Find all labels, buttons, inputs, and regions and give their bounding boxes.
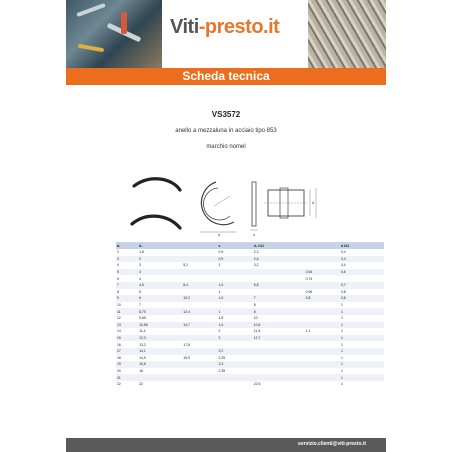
table-cell: 21 xyxy=(116,374,138,381)
table-cell: 0,6 xyxy=(340,269,384,276)
table-cell xyxy=(182,374,217,381)
table-cell xyxy=(253,348,305,355)
table-row xyxy=(116,328,384,335)
table-row xyxy=(116,374,384,381)
table-cell xyxy=(253,269,305,276)
product-photo xyxy=(122,176,192,238)
table-cell: 22,6 xyxy=(253,382,261,387)
section-title-bar: Scheda tecnica xyxy=(66,68,386,85)
product-description: anello a mezzaluna in acciaio tipo 853 xyxy=(175,128,277,134)
table-row xyxy=(116,361,384,368)
table-cell: 19,9 xyxy=(183,355,190,360)
table-cell: 6 xyxy=(138,295,182,302)
table-cell: 4 xyxy=(138,269,182,276)
table-row xyxy=(116,381,384,388)
table-cell: 2,35 xyxy=(218,368,226,373)
table-row xyxy=(116,295,384,302)
table-cell: 0,4 xyxy=(340,250,346,255)
screws-photo xyxy=(308,0,386,68)
table-cell xyxy=(182,256,217,263)
table-cell: 1,8 xyxy=(139,250,144,255)
table-cell xyxy=(305,381,340,388)
table-cell xyxy=(253,361,305,368)
table-cell: 1 xyxy=(340,316,343,321)
table-cell: 2,6 xyxy=(253,256,305,263)
table-cell: 7 xyxy=(116,282,138,289)
table-cell xyxy=(182,361,217,368)
table-cell: 1 xyxy=(340,374,384,381)
table-cell xyxy=(305,368,340,375)
table-cell: 1 xyxy=(340,308,384,315)
table-cell: 11 xyxy=(116,308,138,315)
table-cell: 1 xyxy=(340,342,343,347)
column-header: d₁ xyxy=(116,242,138,249)
site-logo xyxy=(170,16,279,39)
table-cell: 0,7 xyxy=(340,282,384,289)
logo-word-viti: Viti xyxy=(170,16,199,38)
table-cell: 5,8 xyxy=(253,282,305,289)
table-cell xyxy=(182,289,217,296)
table-cell: 0,9 xyxy=(218,250,224,255)
product-code: VS3572 xyxy=(211,110,241,119)
table-cell: 5 xyxy=(116,269,138,276)
table-cell xyxy=(305,322,340,329)
table-cell: 6 xyxy=(117,276,119,281)
svg-text:s: s xyxy=(253,232,255,237)
table-row xyxy=(116,282,384,289)
table-row xyxy=(116,322,384,329)
table-cell: 8,4 xyxy=(182,282,217,289)
table-cell: 2,2 xyxy=(218,348,253,355)
table-row xyxy=(116,275,384,282)
table-cell: 14,7 xyxy=(182,322,217,329)
table-row xyxy=(116,269,384,276)
table-cell xyxy=(305,341,340,348)
table-cell xyxy=(253,341,305,348)
table-cell xyxy=(182,381,217,388)
dimensions-table xyxy=(116,242,384,387)
table-cell: 15,6 xyxy=(138,361,182,368)
table-cell: 12,4 xyxy=(182,308,217,315)
table-cell xyxy=(182,328,217,335)
table-row xyxy=(116,368,384,375)
table-row xyxy=(116,256,384,263)
svg-text:d: d xyxy=(218,232,221,237)
table-cell: 20 xyxy=(117,368,121,373)
column-header xyxy=(305,242,340,249)
column-header: d₂ xyxy=(138,242,182,249)
table-cell: 13 xyxy=(116,322,138,329)
table-cell: 10 xyxy=(253,316,258,321)
table-cell: 9 xyxy=(116,295,138,302)
table-cell xyxy=(305,249,340,256)
table-cell: 12,3 xyxy=(138,335,182,342)
table-cell xyxy=(218,374,253,381)
column-header: s xyxy=(218,242,253,249)
header xyxy=(66,0,386,68)
table-cell: 1,8 xyxy=(218,316,224,321)
table-cell: 1 xyxy=(340,303,343,308)
table-cell xyxy=(305,308,340,315)
column-header: ä h11 xyxy=(340,242,384,249)
table-cell: 1 xyxy=(340,382,343,387)
table-cell: 0,96 xyxy=(305,289,313,294)
table-cell xyxy=(253,368,305,375)
table-cell: 12 xyxy=(117,316,121,321)
table-cell xyxy=(218,341,253,348)
table-cell: 1 xyxy=(340,368,343,373)
table-cell xyxy=(182,302,217,309)
table-cell xyxy=(340,275,384,282)
table-cell xyxy=(182,275,217,282)
table-cell: 11,4 xyxy=(139,329,146,334)
table-cell xyxy=(305,335,340,342)
table-cell: 1,6 xyxy=(218,322,253,329)
table-cell: 9,65 xyxy=(139,316,146,321)
table-cell: 2 xyxy=(117,250,119,255)
table-cell: 0,74 xyxy=(305,276,313,281)
table-cell: 3,2 xyxy=(253,263,259,268)
table-cell: 5,2 xyxy=(183,263,188,268)
table-row xyxy=(116,315,384,322)
table-cell: 1 xyxy=(340,355,343,360)
table-cell xyxy=(305,302,340,309)
table-cell: 17 xyxy=(116,348,138,355)
table-cell: 0,8 xyxy=(340,289,346,294)
table-cell xyxy=(182,348,217,355)
table-cell: 2,25 xyxy=(218,355,226,360)
table-cell xyxy=(305,282,340,289)
table-row xyxy=(116,249,384,256)
table-cell: 7 xyxy=(139,303,142,308)
table-cell xyxy=(182,368,217,375)
table-cell: 3 xyxy=(139,263,142,268)
table-cell: 0,8 xyxy=(340,295,384,302)
table-cell: 2,3 xyxy=(253,250,259,255)
contact-email: servizio.clienti@viti-presto.it xyxy=(298,441,366,447)
tools-photo xyxy=(66,0,162,68)
table-cell: 3 xyxy=(116,256,138,263)
table-cell: 8 xyxy=(253,303,256,308)
table-cell: 12,7 xyxy=(253,335,305,342)
table-cell: 0,4 xyxy=(340,263,346,268)
column-header: d₂ h11 xyxy=(253,242,305,249)
table-cell: 14 xyxy=(117,329,121,334)
table-cell xyxy=(182,315,217,322)
table-cell: 14,9 xyxy=(139,355,146,360)
table-cell: 10,2 xyxy=(182,295,217,302)
table-cell: 11,5 xyxy=(253,329,261,334)
table-cell: 1 xyxy=(218,263,221,268)
table-cell: 10,5 xyxy=(253,322,305,329)
table-cell: 18 xyxy=(117,355,121,360)
table-cell xyxy=(253,289,305,296)
table-cell: 14,1 xyxy=(138,348,182,355)
table-cell xyxy=(305,315,340,322)
table-cell: 13,2 xyxy=(139,342,146,347)
table-cell: 19 xyxy=(116,361,138,368)
product-brand: marchio nomel xyxy=(206,144,246,150)
table-cell: 16 xyxy=(139,368,143,373)
table-cell xyxy=(138,374,182,381)
table-cell xyxy=(253,275,305,282)
table-cell: 1,1 xyxy=(305,329,311,334)
table-cell xyxy=(305,355,340,362)
table-row xyxy=(116,289,384,296)
table-body xyxy=(116,249,384,387)
table-cell: 2 xyxy=(138,256,182,263)
column-header xyxy=(182,242,217,249)
table-cell xyxy=(218,302,253,309)
footer-bar xyxy=(66,438,386,452)
table-cell: 4,5 xyxy=(138,282,182,289)
side-view-drawing xyxy=(246,176,264,238)
table-cell: 1 xyxy=(340,348,384,355)
table-cell: 1 xyxy=(340,329,343,334)
table-row xyxy=(116,341,384,348)
table-cell: 8,70 xyxy=(138,308,182,315)
table-cell: 16 xyxy=(117,342,121,347)
table-cell xyxy=(305,374,340,381)
table-cell: 15 xyxy=(116,335,138,342)
table-cell xyxy=(218,381,253,388)
table-cell xyxy=(305,361,340,368)
table-cell: 10 xyxy=(117,303,121,308)
table-cell: 17,8 xyxy=(183,342,190,347)
table-row xyxy=(116,262,384,269)
table-cell: 2 xyxy=(218,329,221,334)
table-cell xyxy=(305,348,340,355)
table-row xyxy=(116,348,384,355)
table-header-row xyxy=(116,242,384,249)
table-row xyxy=(116,355,384,362)
table-cell: 22 xyxy=(117,382,121,387)
table-row xyxy=(116,308,384,315)
table-cell: 0,8 xyxy=(305,295,340,302)
table-cell: 1 xyxy=(340,322,384,329)
table-cell: 8 xyxy=(117,289,119,294)
table-cell: 8 xyxy=(253,308,305,315)
table-cell xyxy=(253,355,305,362)
table-cell xyxy=(305,262,340,269)
datasheet-page xyxy=(66,0,386,452)
table-cell: 1,6 xyxy=(218,295,253,302)
front-view-drawing xyxy=(190,176,254,238)
table-cell: 4 xyxy=(139,276,142,281)
table-cell: 1 xyxy=(218,289,221,294)
table-cell xyxy=(182,249,217,256)
table-cell xyxy=(182,335,217,342)
table-cell: 0,4 xyxy=(340,256,384,263)
table-cell xyxy=(218,275,253,282)
table-cell xyxy=(305,256,340,263)
table-cell: 1 xyxy=(218,308,253,315)
table-cell: 22 xyxy=(139,382,143,387)
table-cell: 1 xyxy=(340,335,384,342)
table-cell: 1,6 xyxy=(218,282,253,289)
logo-word-presto: -presto.it xyxy=(198,16,280,38)
table-cell: 5 xyxy=(139,289,142,294)
shaft-groove-drawing xyxy=(264,176,330,238)
table-row xyxy=(116,335,384,342)
table-cell: 0,9 xyxy=(218,256,253,263)
table-cell xyxy=(218,269,253,276)
table-cell: 1 xyxy=(340,361,384,368)
svg-text:d: d xyxy=(312,200,315,205)
table-cell: 0,64 xyxy=(305,269,340,276)
table-cell: 7 xyxy=(253,295,305,302)
table-cell xyxy=(253,374,305,381)
table-row xyxy=(116,302,384,309)
table-cell: 10,55 xyxy=(138,322,182,329)
table-cell: 2,3 xyxy=(218,361,253,368)
table-cell: 4 xyxy=(117,263,119,268)
table-cell xyxy=(182,269,217,276)
table-cell: 2 xyxy=(218,335,253,342)
